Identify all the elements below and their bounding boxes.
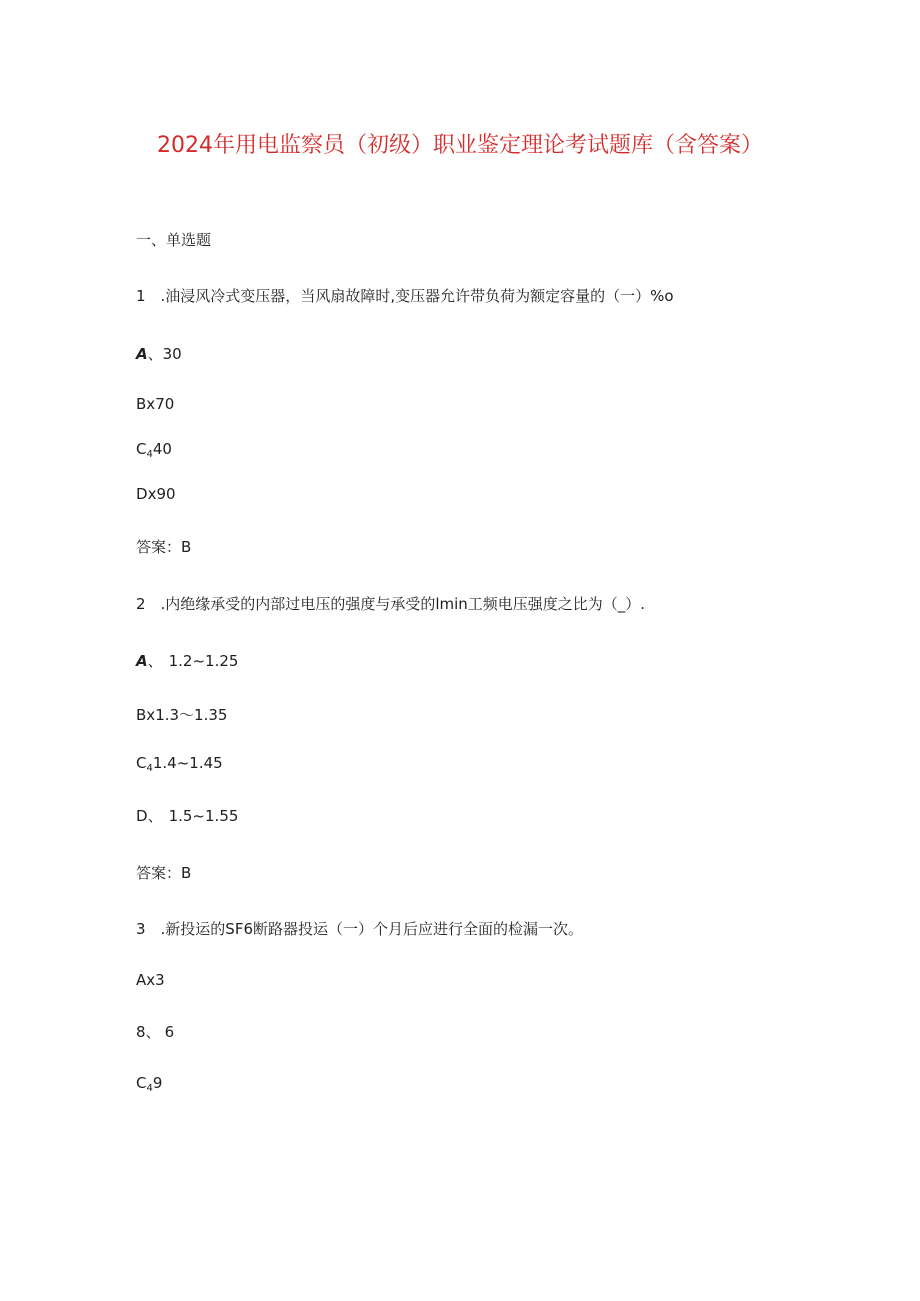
option-value: 40 [152, 440, 172, 458]
option-value: 30 [162, 345, 182, 363]
option-value: 1.2~1.25 [168, 652, 239, 670]
option-letter: B [136, 395, 147, 413]
question-3-option-b [136, 1022, 174, 1042]
question-1-option-c [136, 439, 172, 465]
question-2-option-c [136, 753, 223, 779]
option-letter: D [136, 807, 148, 825]
option-value: 3 [155, 971, 165, 989]
option-value: 70 [155, 395, 175, 413]
option-separator: 、 [147, 345, 163, 363]
question-2-answer: 答案：B [136, 864, 192, 882]
option-letter: A [136, 652, 148, 670]
option-separator: x [146, 971, 156, 989]
option-value: 6 [164, 1023, 175, 1041]
document-title: 2024年用电监察员（初级）职业鉴定理论考试题库（含答案） [157, 133, 763, 158]
option-separator: 4 [146, 763, 153, 774]
question-2-option-a [136, 651, 238, 671]
option-value: 1.4~1.45 [152, 754, 223, 772]
question-1-option-b [136, 394, 174, 414]
option-letter: C [136, 1074, 147, 1092]
option-separator: 、 [147, 652, 163, 670]
option-letter: A [136, 971, 147, 989]
option-separator: x [146, 706, 156, 724]
option-letter: C [136, 440, 147, 458]
option-letter: 8 [136, 1023, 146, 1041]
option-value: 1.5~1.55 [168, 807, 239, 825]
option-separator: 、 [147, 807, 163, 825]
question-3-option-c [136, 1073, 162, 1099]
option-separator: x [147, 485, 157, 503]
question-3-option-a [136, 970, 165, 990]
option-letter: C [136, 754, 147, 772]
question-2-option-b [136, 705, 227, 725]
option-letter: D [136, 485, 148, 503]
option-separator: 4 [146, 449, 153, 460]
question-2-stem: 2 .内绝缘承受的内部过电压的强度与承受的lmin工频电压强度之比为（_）. [136, 595, 646, 613]
option-letter: A [136, 345, 148, 363]
question-1-answer: 答案：B [136, 538, 192, 556]
option-separator: x [146, 395, 156, 413]
option-value: 90 [156, 485, 176, 503]
question-1-option-d [136, 484, 176, 504]
option-separator: 4 [146, 1083, 153, 1094]
question-1-stem: 1 .油浸风冷式变压器，当风扇故障时,变压器允许带负荷为额定容量的（一）%o [136, 287, 674, 305]
question-2-option-d [136, 806, 238, 826]
section-heading: 一、单选题 [136, 231, 212, 249]
option-separator: 、 [145, 1023, 161, 1041]
question-1-option-a [136, 344, 182, 364]
question-3-stem: 3 .新投运的SF6断路器投运（一）个月后应进行全面的检漏一次。 [136, 920, 584, 938]
option-letter: B [136, 706, 147, 724]
option-value: 9 [152, 1074, 163, 1092]
option-value: 1.3～1.35 [155, 706, 228, 724]
